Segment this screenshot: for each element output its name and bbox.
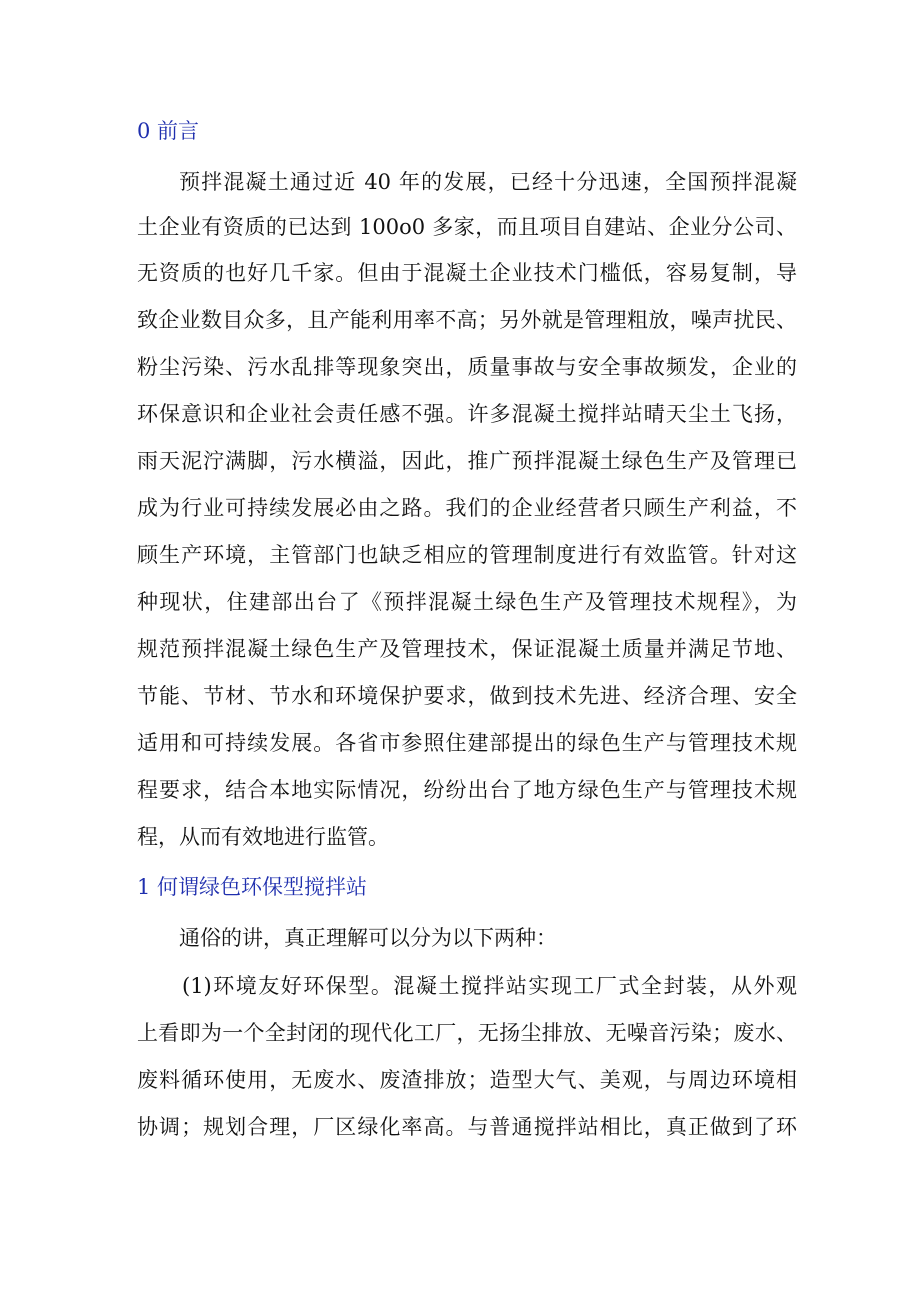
- paragraph-line-intro: 通俗的讲，真正理解可以分为以下两种：: [179, 926, 557, 950]
- paragraph-line: 环保意识和企业社会责任感不强。许多混凝土搅拌站晴天尘土飞扬，: [137, 402, 797, 426]
- paragraph-line: 种现状，住建部出台了《预拌混凝土绿色生产及管理技术规程》，为: [137, 590, 797, 614]
- paragraph-line: 无资质的也好几千家。但由于混凝土企业技术门槛低，容易复制，导: [137, 261, 797, 285]
- paragraph-line: 致企业数目众多，且产能利用率不高；另外就是管理粗放，噪声扰民、: [137, 308, 797, 332]
- paragraph-line: 适用和可持续发展。各省市参照住建部提出的绿色生产与管理技术规: [137, 731, 797, 755]
- section-heading-green-station: 1 何谓绿色环保型搅拌站: [137, 875, 368, 899]
- paragraph-line: 土企业有资质的已达到 100o0 多家，而且项目自建站、企业分公司、: [137, 215, 797, 239]
- paragraph-line: 节能、节材、节水和环境保护要求，做到技术先进、经济合理、安全: [137, 684, 797, 708]
- section-heading-preface: 0 前言: [137, 119, 200, 143]
- paragraph-line: (1)环境友好环保型。混凝土搅拌站实现工厂式全封装，从外观: [182, 974, 797, 998]
- paragraph-line: 成为行业可持续发展必由之路。我们的企业经营者只顾生产利益，不: [137, 496, 797, 520]
- paragraph-line: 上看即为一个全封闭的现代化工厂，无扬尘排放、无噪音污染；废水、: [137, 1021, 797, 1045]
- paragraph-line: 规范预拌混凝土绿色生产及管理技术，保证混凝土质量并满足节地、: [137, 637, 797, 661]
- paragraph-line: 顾生产环境，主管部门也缺乏相应的管理制度进行有效监管。针对这: [137, 543, 797, 567]
- paragraph-line: 粉尘污染、污水乱排等现象突出，质量事故与安全事故频发，企业的: [137, 355, 797, 379]
- paragraph-line: 程，从而有效地进行监管。: [137, 825, 389, 849]
- paragraph-line: 雨天泥泞满脚，污水横溢，因此，推广预拌混凝土绿色生产及管理已: [137, 449, 797, 473]
- paragraph-line: 程要求，结合本地实际情况，纷纷出台了地方绿色生产与管理技术规: [137, 778, 797, 802]
- paragraph-line: 预拌混凝土通过近 40 年的发展，已经十分迅速，全国预拌混凝: [179, 170, 797, 194]
- paragraph-line: 协调；规划合理，厂区绿化率高。与普通搅拌站相比，真正做到了环: [137, 1115, 797, 1139]
- paragraph-line: 废料循环使用，无废水、废渣排放；造型大气、美观，与周边环境相: [137, 1068, 797, 1092]
